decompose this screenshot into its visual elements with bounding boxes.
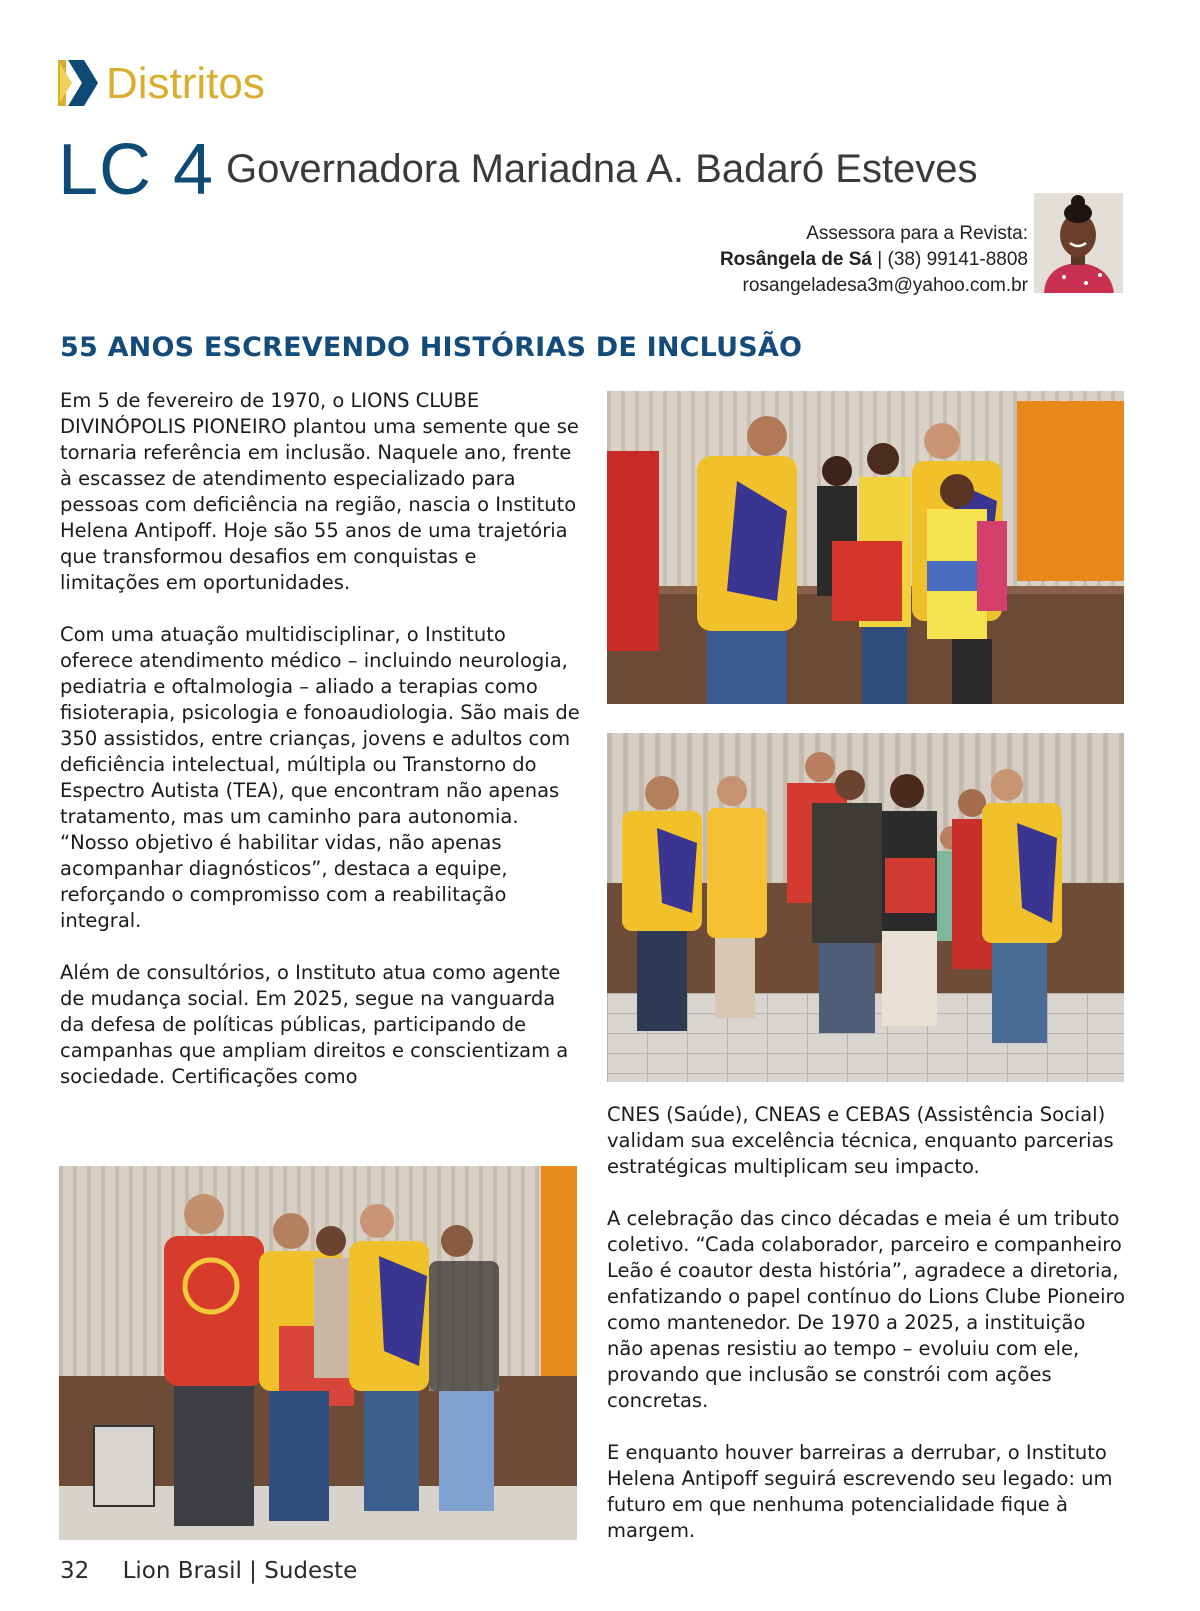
advisor-separator: | — [877, 249, 883, 270]
paragraph: A celebração das cinco décadas e meia é um tributo coletivo. “Cada colaborador, parceiro e companheiro Leão é coautor desta história”, agradece a diretoria, enfatizando o papel contínuo do Lions Clube Pioneiro como mantenedor. De 1970 a 2025, a instituição não apenas resistiu ao tempo – evoluiu com ele, provando que inclusão se constrói com ações concretas. — [607, 1207, 1126, 1412]
page-footer — [60, 1558, 357, 1584]
article-headline: 55 ANOS ESCREVENDO HISTÓRIAS DE INCLUSÃO — [60, 332, 803, 363]
photo-donation-stage — [607, 391, 1124, 704]
advisor-avatar — [1034, 193, 1123, 293]
district-number: LC 4 — [58, 130, 215, 210]
page-number: 32 — [60, 1558, 90, 1584]
paragraph: E enquanto houver barreiras a derrubar, o Instituto Helena Antipoff seguirá escrevendo seu legado: um futuro em que nenhuma potencialidade fique à margem. — [607, 1441, 1113, 1542]
advisor-contact — [720, 221, 1028, 299]
publication-name: Lion Brasil | Sudeste — [122, 1558, 358, 1584]
section-title: Distritos — [106, 59, 265, 108]
paragraph: Em 5 de fevereiro de 1970, o LIONS CLUBE DIVINÓPOLIS PIONEIRO plantou uma semente que se tornaria referência em inclusão. Naquele ano, frente à escassez de atendimento especializado para pessoas com deficiência na região, nascia o Instituto Helena Antipoff. Hoje são 55 anos de uma trajetória que transformou desafios em conquistas e limitações em oportunidades. — [60, 389, 579, 594]
section-chevron-icon — [58, 60, 98, 106]
photo-group-hall — [607, 733, 1124, 1082]
article-column-right — [607, 1102, 1127, 1570]
paragraph: Com uma atuação multidisciplinar, o Instituto oferece atendimento médico – incluindo neurologia, pediatria e oftalmologia – aliado a terapias como fisioterapia, psicologia e fonoaudiologia. São mais de 350 assistidos, entre crianças, jovens e adultos com deficiência intelectual, múltipla ou Transtorno do Espectro Autista (TEA), que encontram não apenas tratamento, mas um caminho para autonomia. “Nosso objetivo é habilitar vidas, não apenas acompanhar diagnósticos”, destaca a equipe, reforçando o compromisso com a reabilitação integral. — [60, 623, 580, 932]
paragraph: CNES (Saúde), CNEAS e CEBAS (Assistência Social) validam sua excelência técnica, enquanto parcerias estratégicas multiplicam seu impacto. — [607, 1103, 1114, 1178]
advisor-name-line — [720, 247, 1028, 273]
advisor-email: rosangeladesa3m@yahoo.com.br — [742, 275, 1028, 296]
advisor-name: Rosângela de Sá — [719, 249, 872, 270]
photo-group-stage — [59, 1166, 577, 1540]
paragraph: Além de consultórios, o Instituto atua como agente de mudança social. Em 2025, segue na vanguarda da defesa de políticas públicas, participando de campanhas que ampliam direitos e conscientizam a sociedade. Certificações como — [60, 961, 569, 1088]
article-column-left — [60, 388, 580, 1116]
governor-name: Governadora Mariadna A. Badaró Esteves — [226, 147, 978, 191]
advisor-phone: (38) 99141-8808 — [887, 249, 1028, 270]
advisor-role: Assessora para a Revista: — [806, 223, 1028, 244]
